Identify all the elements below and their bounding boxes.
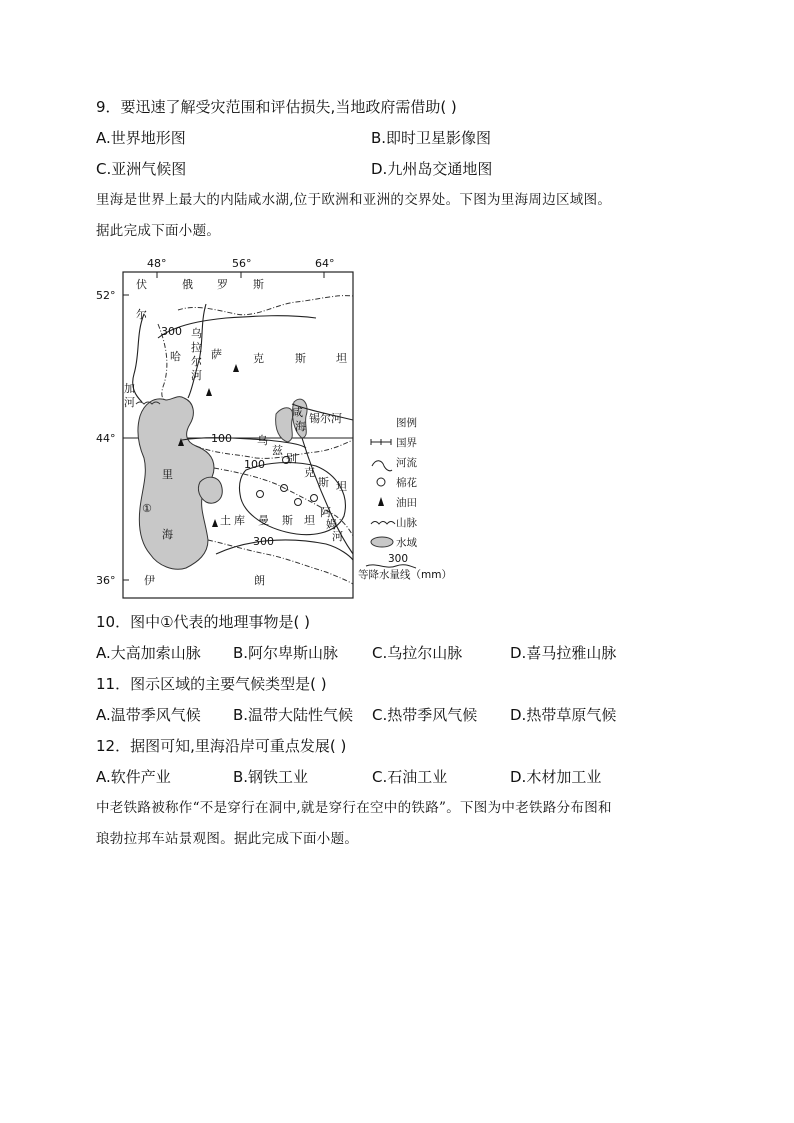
lat-52: 52°	[96, 289, 116, 302]
kazakhstan-char: 萨	[211, 348, 222, 361]
iran-char: 伊	[144, 574, 155, 587]
volga-label: 尔	[136, 308, 147, 321]
mountain-legend-icon	[371, 522, 395, 525]
russia-char: 罗	[217, 278, 228, 291]
q12-option-a[interactable]: A.软件产业	[96, 768, 171, 786]
isohyet-label-300-north: 300	[161, 325, 182, 338]
uzbekistan-char: 兹	[272, 444, 283, 457]
q10-stem: 10．图中①代表的地理事物是( )	[96, 613, 311, 631]
q10-option-c[interactable]: C.乌拉尔山脉	[372, 644, 463, 662]
volga-label: 加	[124, 382, 135, 395]
uzbekistan-char: 斯	[318, 476, 329, 489]
aral-label: 咸	[292, 406, 303, 419]
caspian-char: 里	[162, 468, 173, 481]
q11-option-a[interactable]: A.温带季风气候	[96, 706, 201, 724]
q12-option-d[interactable]: D.木材加工业	[510, 768, 602, 786]
water-legend-icon	[371, 537, 393, 547]
uzbekistan-char: 别	[286, 452, 297, 465]
amu-darya-label: 阿	[320, 506, 331, 519]
q12-stem: 12．据图可知,里海沿岸可重点发展( )	[96, 737, 347, 755]
legend-title: 图例	[396, 417, 417, 429]
volga-label: 伏	[136, 278, 147, 291]
isohyet-label-100-north: 100	[211, 432, 232, 445]
turkmenistan-char: 曼	[258, 514, 269, 527]
legend-mountain-label: 山脉	[396, 517, 417, 529]
lon-48: 48°	[147, 257, 167, 270]
turkmenistan-char: 土	[220, 514, 231, 527]
lat-44: 44°	[96, 432, 116, 445]
syr-darya-label: 锡尔河	[309, 412, 342, 425]
ural-river-label: 尔	[191, 355, 202, 368]
q12-option-c[interactable]: C.石油工业	[372, 768, 448, 786]
amu-darya-label: 姆	[326, 518, 337, 531]
q11-stem: 11．图示区域的主要气候类型是( )	[96, 675, 327, 693]
caspian-region-map	[96, 254, 466, 600]
kazakhstan-char: 克	[253, 352, 264, 365]
turkmenistan-char: 斯	[282, 514, 293, 527]
q9-option-c[interactable]: C.亚洲气候图	[96, 160, 187, 178]
kazakhstan-char: 坦	[336, 352, 347, 365]
iran-char: 朗	[254, 574, 265, 587]
q9-option-a[interactable]: A.世界地形图	[96, 129, 186, 147]
mountain-marker: ①	[142, 502, 152, 515]
q11-option-d[interactable]: D.热带草原气候	[510, 706, 617, 724]
legend-isoline-label: 等降水量线（mm）	[358, 569, 452, 581]
intro2-line2: 琅勃拉邦车站景观图。据此完成下面小题。	[96, 831, 359, 847]
legend-water-label: 水域	[396, 537, 417, 549]
uzbekistan-char: 坦	[336, 480, 347, 493]
lat-36: 36°	[96, 574, 116, 587]
q12-option-b[interactable]: B.钢铁工业	[233, 768, 309, 786]
lon-56: 56°	[232, 257, 252, 270]
turkmenistan-char: 库	[234, 514, 245, 527]
ural-river-label: 拉	[191, 341, 202, 354]
intro1-line1: 里海是世界上最大的内陆咸水湖,位于欧洲和亚洲的交界处。下图为里海周边区域图。	[96, 192, 612, 208]
ural-river-label: 河	[191, 369, 202, 382]
legend-river-label: 河流	[396, 457, 417, 469]
legend-cotton-label: 棉花	[396, 477, 417, 489]
cotton-legend-icon	[377, 478, 385, 486]
uzbekistan-char: 乌	[257, 434, 268, 447]
q10-option-a[interactable]: A.大高加索山脉	[96, 644, 201, 662]
isohyet-legend-icon	[366, 565, 416, 568]
volga-label: 河	[124, 396, 135, 409]
q11-option-b[interactable]: B.温带大陆性气候	[233, 706, 354, 724]
caspian-char: 海	[162, 528, 173, 541]
legend-border-label: 国界	[396, 437, 417, 449]
q10-option-d[interactable]: D.喜马拉雅山脉	[510, 644, 617, 662]
uzbekistan-char: 克	[304, 466, 315, 479]
isohyet-label-300-south: 300	[253, 535, 274, 548]
turkmenistan-char: 坦	[304, 514, 315, 527]
ural-river-label: 乌	[191, 327, 202, 340]
intro1-line2: 据此完成下面小题。	[96, 223, 221, 239]
aral-label: 海	[295, 420, 306, 433]
river-legend-icon	[372, 461, 392, 471]
lon-64: 64°	[315, 257, 335, 270]
q10-option-b[interactable]: B.阿尔卑斯山脉	[233, 644, 339, 662]
amu-darya-label: 河	[332, 530, 343, 543]
q9-option-d[interactable]: D.九州岛交通地图	[371, 160, 493, 178]
q9-stem: 9．要迅速了解受灾范围和评估损失,当地政府需借助( )	[96, 98, 457, 116]
intro2-line1: 中老铁路被称作“不是穿行在洞中,就是穿行在空中的铁路”。下图为中老铁路分布图和	[96, 800, 612, 816]
russia-char: 俄	[182, 278, 193, 291]
legend-isoline-value: 300	[388, 553, 409, 565]
isohyet-label-100-south: 100	[244, 458, 265, 471]
legend-oil-label: 油田	[396, 497, 417, 509]
q11-option-c[interactable]: C.热带季风气候	[372, 706, 478, 724]
q9-option-b[interactable]: B.即时卫星影像图	[371, 129, 492, 147]
oil-field-legend-icon	[378, 497, 384, 506]
russia-char: 斯	[253, 278, 264, 291]
kazakhstan-char: 斯	[295, 352, 306, 365]
kazakhstan-char: 哈	[170, 350, 181, 363]
